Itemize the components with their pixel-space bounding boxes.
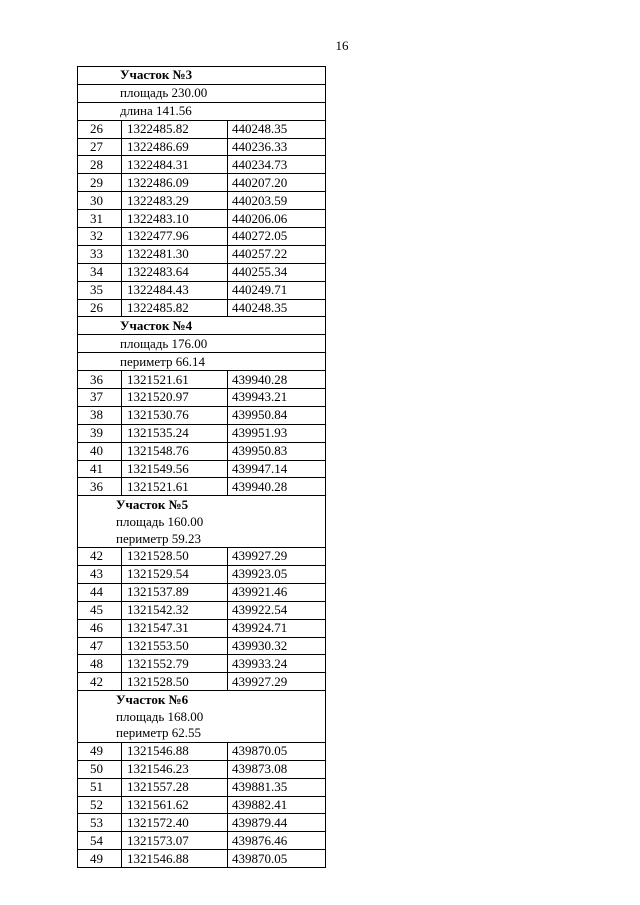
point-number: 49: [78, 742, 122, 760]
table-row: [78, 389, 326, 407]
table-row: [78, 637, 326, 655]
section-header-row: [78, 708, 326, 725]
section-header-row: [78, 84, 326, 102]
point-number: 35: [78, 281, 122, 299]
coordinate-x: 1321530.76: [122, 406, 228, 424]
table-row: [78, 478, 326, 496]
coordinate-y: 439933.24: [228, 655, 326, 673]
coordinate-y: 439879.44: [228, 814, 326, 832]
coordinate-x: 1321546.88: [122, 742, 228, 760]
coordinate-y: 439947.14: [228, 460, 326, 478]
point-number: 30: [78, 192, 122, 210]
coordinate-x: 1321528.50: [122, 548, 228, 566]
section-length: периметр 62.55: [78, 725, 326, 742]
table-row: [78, 281, 326, 299]
table-row: [78, 850, 326, 868]
coordinate-y: 440203.59: [228, 192, 326, 210]
point-number: 52: [78, 796, 122, 814]
coordinate-x: 1321552.79: [122, 655, 228, 673]
table-row: [78, 742, 326, 760]
coordinate-y: 439870.05: [228, 850, 326, 868]
coordinate-x: 1322483.10: [122, 210, 228, 228]
section-area: площадь 230.00: [78, 84, 326, 102]
point-number: 36: [78, 371, 122, 389]
section-title: Участок №6: [78, 691, 326, 708]
table-row: [78, 619, 326, 637]
section-header-row: [78, 513, 326, 530]
table-row: [78, 120, 326, 138]
coordinate-x: 1322483.29: [122, 192, 228, 210]
table-row: [78, 156, 326, 174]
table-row: [78, 406, 326, 424]
table-row: [78, 210, 326, 228]
coordinate-y: 439930.32: [228, 637, 326, 655]
section-length: периметр 59.23: [78, 530, 326, 547]
section-header-row: [78, 67, 326, 85]
coordinate-y: 440207.20: [228, 174, 326, 192]
coordinate-x: 1322477.96: [122, 228, 228, 246]
table-row: [78, 583, 326, 601]
point-number: 32: [78, 228, 122, 246]
coordinate-y: 440249.71: [228, 281, 326, 299]
table-row: [78, 174, 326, 192]
table-row: [78, 263, 326, 281]
table-row: [78, 442, 326, 460]
coordinate-x: 1321521.61: [122, 478, 228, 496]
coordinate-y: 439876.46: [228, 832, 326, 850]
coordinate-x: 1321546.23: [122, 760, 228, 778]
section-area: площадь 176.00: [78, 335, 326, 353]
coordinate-x: 1321553.50: [122, 637, 228, 655]
coordinate-x: 1321557.28: [122, 778, 228, 796]
coordinate-y: 439924.71: [228, 619, 326, 637]
coordinate-y: 439922.54: [228, 601, 326, 619]
section-length: длина 141.56: [78, 102, 326, 120]
coordinate-x: 1321573.07: [122, 832, 228, 850]
point-number: 50: [78, 760, 122, 778]
point-number: 42: [78, 548, 122, 566]
coordinate-x: 1321535.24: [122, 424, 228, 442]
coordinate-x: 1321572.40: [122, 814, 228, 832]
coordinate-y: 439927.29: [228, 673, 326, 691]
section-header-row: [78, 102, 326, 120]
point-number: 40: [78, 442, 122, 460]
section-title: Участок №5: [78, 496, 326, 513]
section-length: периметр 66.14: [78, 353, 326, 371]
point-number: 51: [78, 778, 122, 796]
coordinate-y: 440236.33: [228, 138, 326, 156]
point-number: 31: [78, 210, 122, 228]
table-row: [78, 796, 326, 814]
coordinate-x: 1322484.43: [122, 281, 228, 299]
point-number: 33: [78, 245, 122, 263]
section-header-row: [78, 725, 326, 742]
coordinate-y: 440255.34: [228, 263, 326, 281]
coordinate-y: 440248.35: [228, 120, 326, 138]
table-row: [78, 548, 326, 566]
table-row: [78, 371, 326, 389]
table-row: [78, 228, 326, 246]
point-number: 28: [78, 156, 122, 174]
point-number: 27: [78, 138, 122, 156]
coordinate-y: 439873.08: [228, 760, 326, 778]
coordinate-y: 439940.28: [228, 478, 326, 496]
coordinate-x: 1321529.54: [122, 565, 228, 583]
section-title: Участок №3: [78, 67, 326, 85]
point-number: 29: [78, 174, 122, 192]
section-header-row: [78, 496, 326, 513]
coordinate-x: 1321546.88: [122, 850, 228, 868]
coordinate-x: 1322485.82: [122, 299, 228, 317]
point-number: 46: [78, 619, 122, 637]
table-row: [78, 460, 326, 478]
coordinate-y: 440206.06: [228, 210, 326, 228]
section-header-row: [78, 353, 326, 371]
point-number: 41: [78, 460, 122, 478]
coordinate-y: 440257.22: [228, 245, 326, 263]
point-number: 44: [78, 583, 122, 601]
point-number: 49: [78, 850, 122, 868]
coordinate-x: 1322486.09: [122, 174, 228, 192]
point-number: 37: [78, 389, 122, 407]
coordinate-y: 439940.28: [228, 371, 326, 389]
point-number: 43: [78, 565, 122, 583]
table-row: [78, 192, 326, 210]
table-row: [78, 245, 326, 263]
coordinate-y: 439950.84: [228, 406, 326, 424]
point-number: 34: [78, 263, 122, 281]
table-row: [78, 601, 326, 619]
section-title: Участок №4: [78, 317, 326, 335]
point-number: 26: [78, 299, 122, 317]
table-row: [78, 299, 326, 317]
point-number: 54: [78, 832, 122, 850]
section-header-row: [78, 691, 326, 708]
section-header-row: [78, 335, 326, 353]
coordinate-x: 1321547.31: [122, 619, 228, 637]
coordinate-y: 439921.46: [228, 583, 326, 601]
coordinate-y: 439882.41: [228, 796, 326, 814]
coordinate-y: 440248.35: [228, 299, 326, 317]
table-row: [78, 673, 326, 691]
table-row: [78, 778, 326, 796]
coordinate-x: 1321549.56: [122, 460, 228, 478]
section-header-row: [78, 317, 326, 335]
coordinate-x: 1321521.61: [122, 371, 228, 389]
coordinate-x: 1321548.76: [122, 442, 228, 460]
table-row: [78, 565, 326, 583]
coordinate-y: 440272.05: [228, 228, 326, 246]
table-row: [78, 832, 326, 850]
coordinate-x: 1322481.30: [122, 245, 228, 263]
coordinate-x: 1321542.32: [122, 601, 228, 619]
coordinates-table: [77, 66, 326, 868]
table-row: [78, 655, 326, 673]
coordinate-x: 1322484.31: [122, 156, 228, 174]
coordinate-x: 1322485.82: [122, 120, 228, 138]
point-number: 39: [78, 424, 122, 442]
coordinate-y: 439927.29: [228, 548, 326, 566]
point-number: 36: [78, 478, 122, 496]
coordinate-x: 1321537.89: [122, 583, 228, 601]
point-number: 38: [78, 406, 122, 424]
point-number: 26: [78, 120, 122, 138]
table-row: [78, 760, 326, 778]
coordinate-x: 1321561.62: [122, 796, 228, 814]
table-row: [78, 814, 326, 832]
section-area: площадь 168.00: [78, 708, 326, 725]
point-number: 53: [78, 814, 122, 832]
page-number: 16: [335, 38, 349, 53]
table-row: [78, 138, 326, 156]
coordinate-x: 1321528.50: [122, 673, 228, 691]
coordinate-y: 440234.73: [228, 156, 326, 174]
coordinate-y: 439923.05: [228, 565, 326, 583]
section-header-row: [78, 530, 326, 547]
coordinate-y: 439881.35: [228, 778, 326, 796]
coordinate-y: 439951.93: [228, 424, 326, 442]
point-number: 48: [78, 655, 122, 673]
point-number: 45: [78, 601, 122, 619]
point-number: 42: [78, 673, 122, 691]
coordinate-x: 1322483.64: [122, 263, 228, 281]
coordinate-y: 439950.83: [228, 442, 326, 460]
point-number: 47: [78, 637, 122, 655]
coordinate-x: 1322486.69: [122, 138, 228, 156]
coordinate-y: 439943.21: [228, 389, 326, 407]
coordinate-y: 439870.05: [228, 742, 326, 760]
coordinate-x: 1321520.97: [122, 389, 228, 407]
section-area: площадь 160.00: [78, 513, 326, 530]
table-row: [78, 424, 326, 442]
